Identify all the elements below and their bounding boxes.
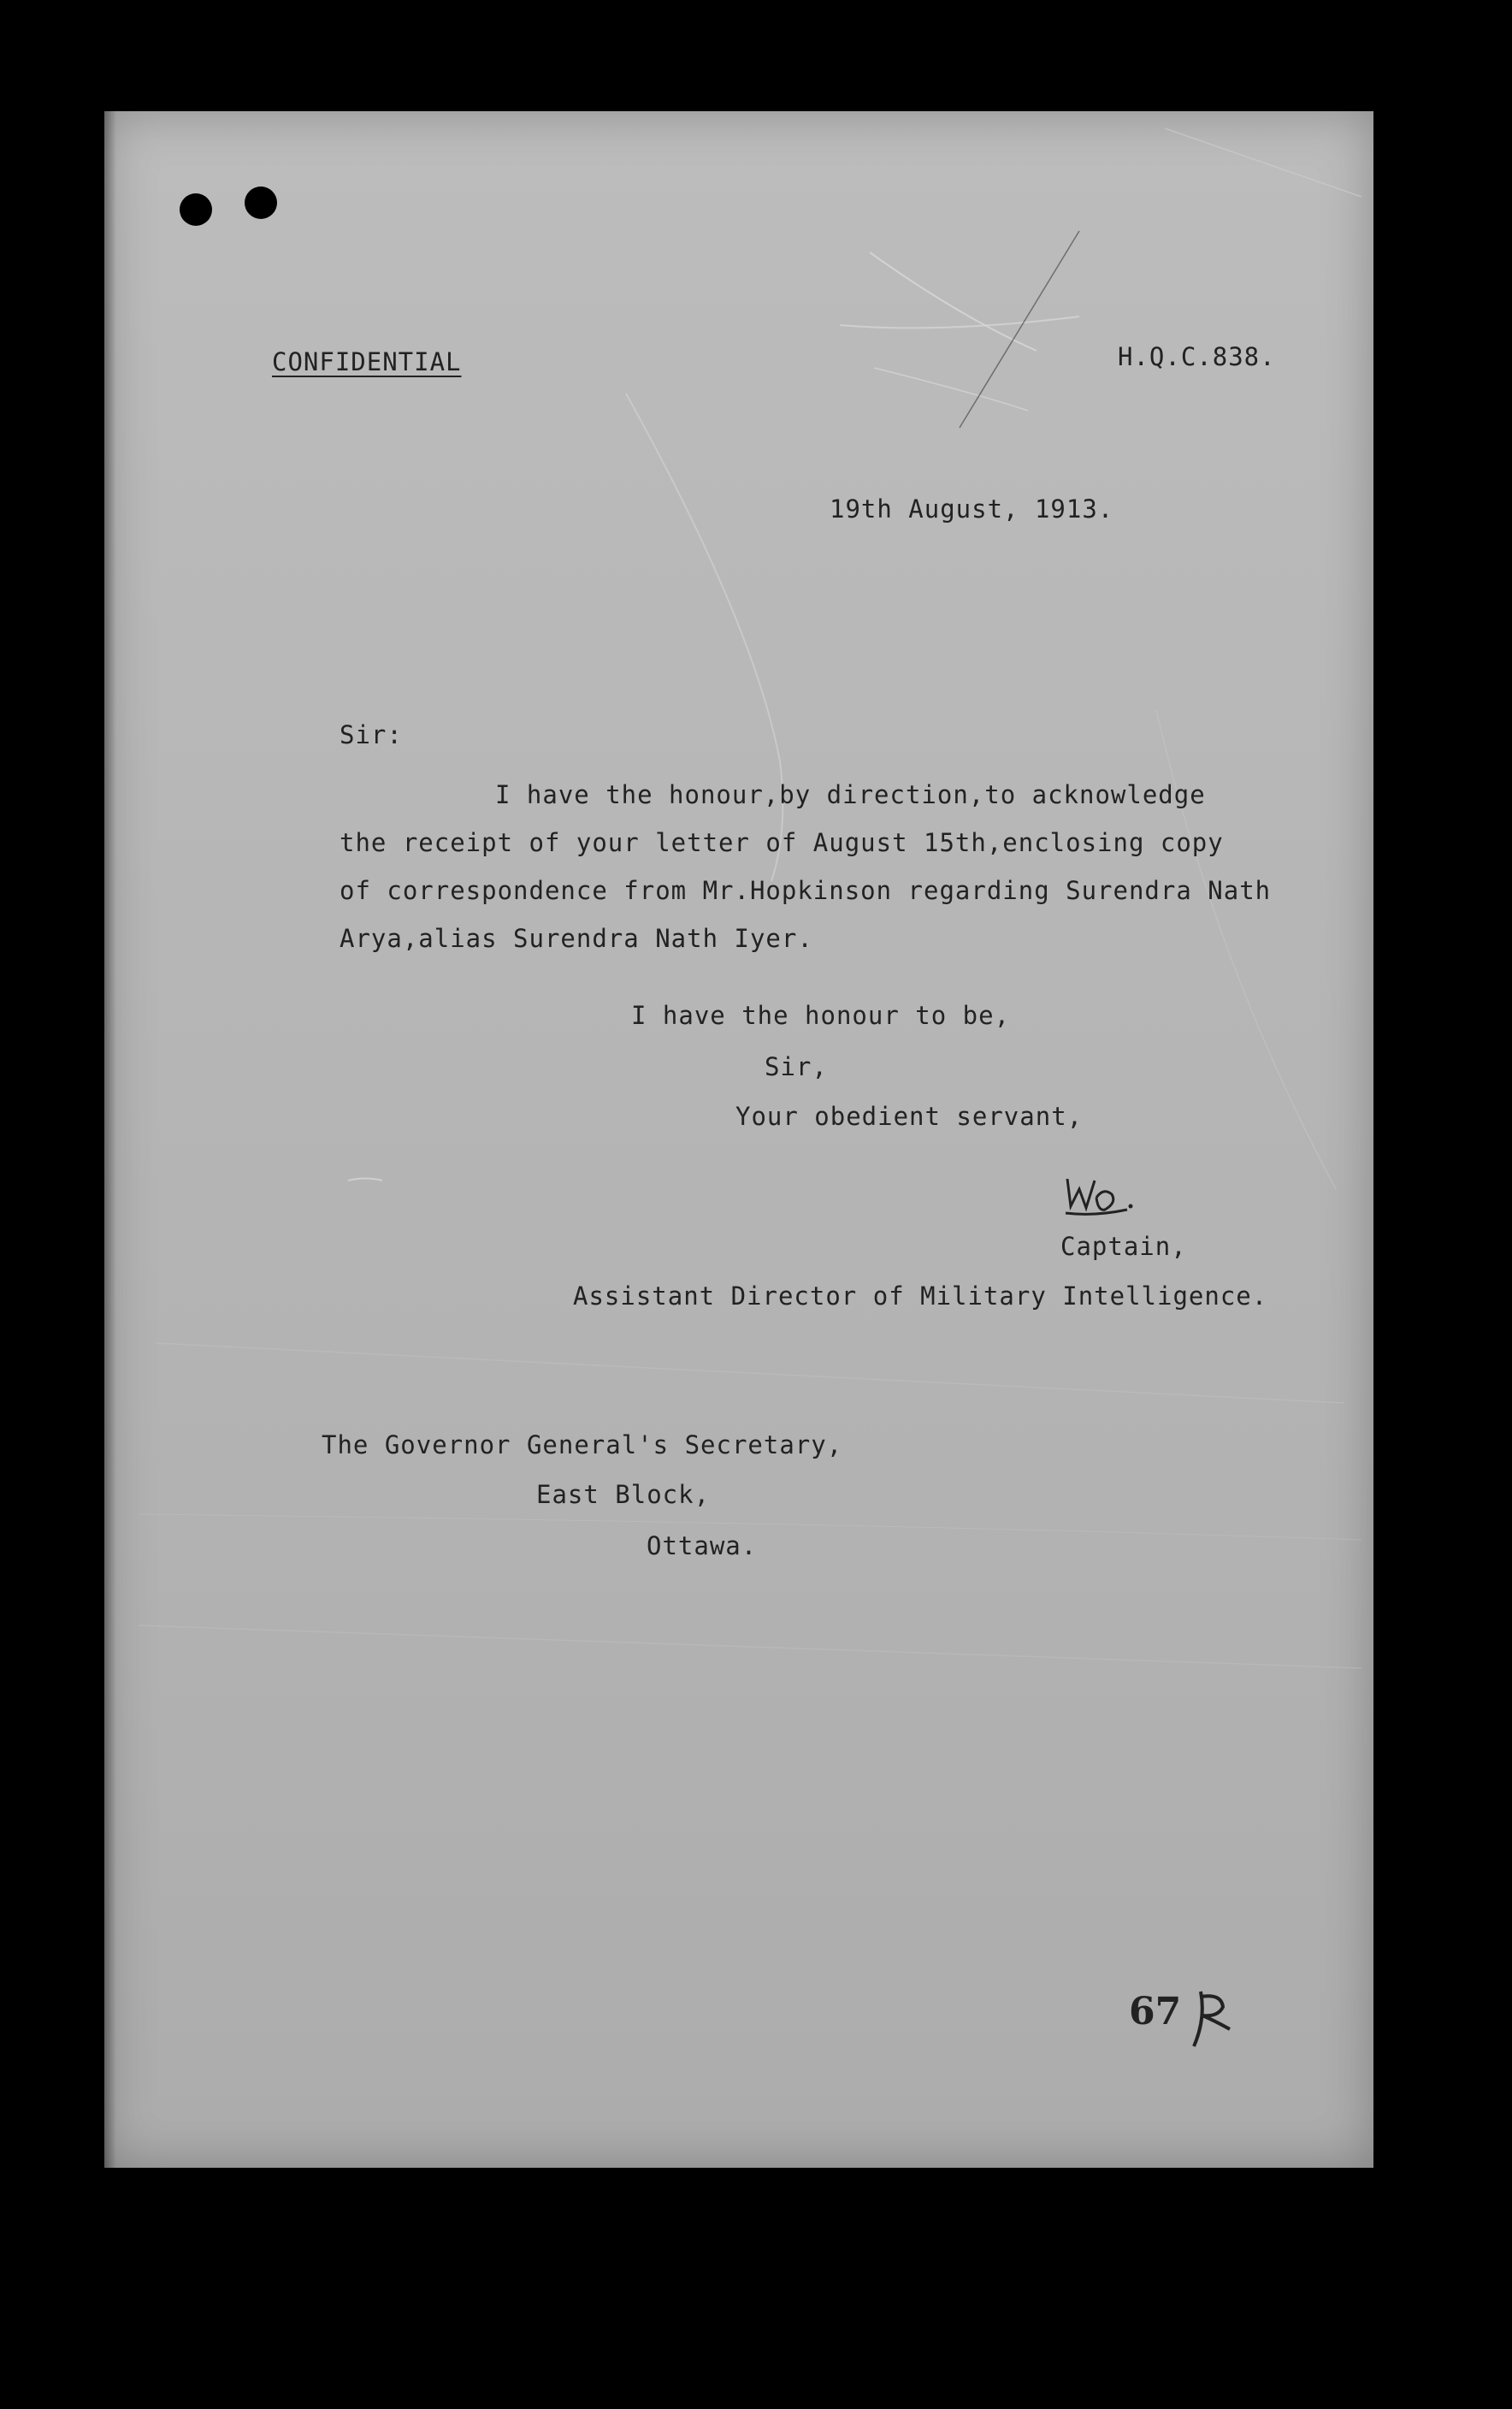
signature-initials — [1060, 1172, 1137, 1223]
salutation: Sir: — [340, 720, 403, 749]
signatory-rank: Captain, — [1060, 1232, 1187, 1261]
body-line: of correspondence from Mr.Hopkinson regarding Surendra Nath — [340, 876, 1272, 905]
closing-line: Sir, — [765, 1052, 828, 1081]
body-line: I have the honour,by direction,to acknowledge — [495, 780, 1206, 809]
film-scratches — [104, 111, 1373, 2168]
reference-number: H.Q.C.838. — [1118, 342, 1276, 371]
classification-label: CONFIDENTIAL — [272, 347, 462, 376]
page-edge-shadow — [104, 111, 116, 2168]
closing-line: Your obedient servant, — [735, 1102, 1084, 1131]
letter-date: 19th August, 1913. — [830, 494, 1114, 524]
document-page — [104, 111, 1373, 2168]
addressee-line: East Block, — [536, 1480, 711, 1509]
addressee-line: The Governor General's Secretary, — [322, 1430, 843, 1459]
punch-hole-right — [245, 186, 277, 219]
page-number: 67 — [1129, 1990, 1182, 2033]
signatory-title: Assistant Director of Military Intelligence. — [573, 1281, 1268, 1311]
closing-line: I have the honour to be, — [631, 1001, 1011, 1030]
punch-hole-left — [180, 193, 212, 226]
body-line: Arya,alias Surendra Nath Iyer. — [340, 924, 813, 953]
handwritten-folio-mark — [1184, 1985, 1243, 2053]
addressee-line: Ottawa. — [647, 1531, 758, 1560]
body-line: the receipt of your letter of August 15th,enclosing copy — [340, 828, 1224, 857]
